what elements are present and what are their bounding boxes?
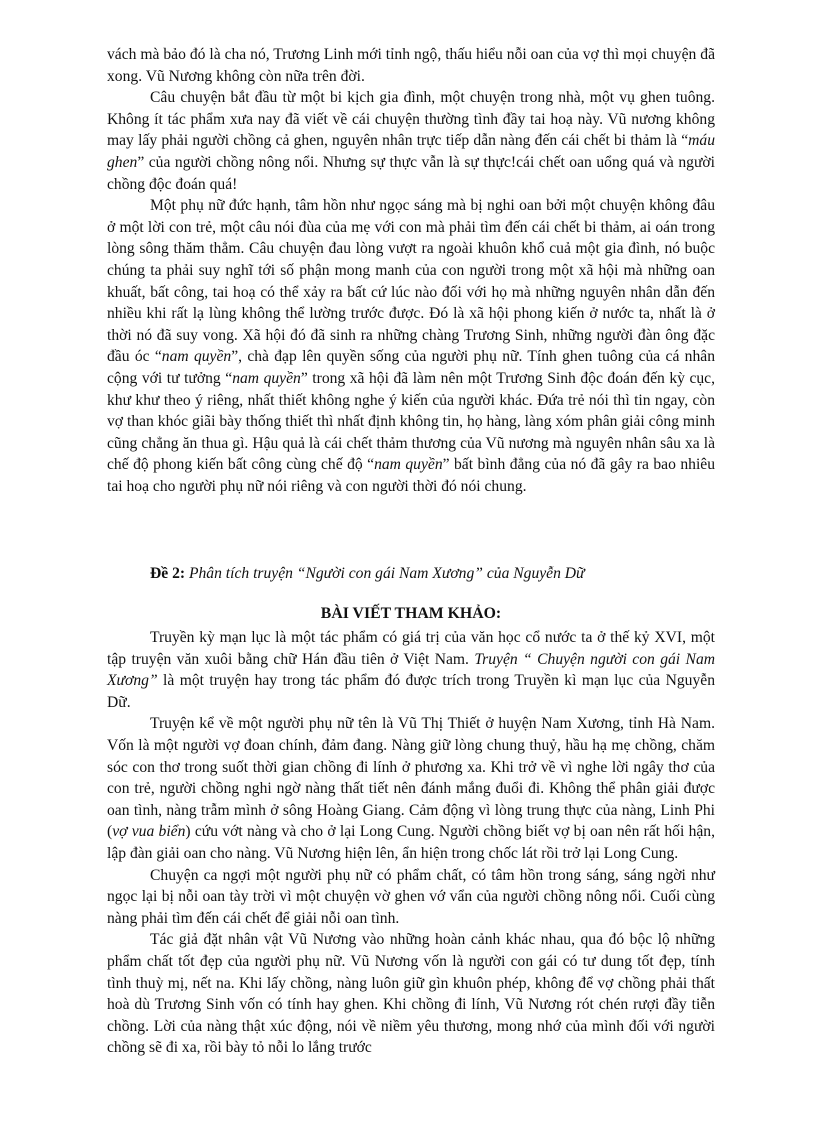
text-run: vách mà bảo đó là cha nó, Trương Linh mới tỉnh ngộ, thấu hiểu nỗi oan của vợ thì mọi chuyện đã xong. Vũ Nương không còn nữa trên đời. [107, 46, 715, 85]
text-run: Truyền kỳ mạn lục là một tác phẩm có giá trị của văn học cổ nước ta ở thế kỷ XVI, một tập truyện văn xuôi bằng chữ Hán đầu tiên ở Việt Nam. [107, 629, 715, 668]
italic-text: nam quyền [232, 369, 301, 387]
text-run: ” bất bình đẳng của nó đã gây ra bao nhiêu tai hoạ cho người phụ nữ nói riêng và con người thời đó nói chung. [107, 456, 715, 495]
section-heading [150, 563, 710, 584]
italic-text: Truyện “ Chuyện người con gái Nam Xương” [107, 650, 716, 690]
paragraph [107, 44, 715, 87]
text-run: Câu chuyện bắt đầu từ một bi kịch gia đình, một chuyện trong nhà, một vụ ghen tuông. Không ít tác phẩm xưa nay đã viết về cái chuyện thường tình đầy tai hoạ này. Vũ nương không may lấy phải người chồng cả ghen, nguyên nhân trực tiếp dẫn nàng đến cái chết bi thảm là “ [107, 89, 715, 150]
text-run: ” trong xã hội đã làm nên một Trương Sinh độc đoán đến kỳ cục, khư khư theo ý riêng, nhất thiết không nghe ý kiến của người khác. Đứa trẻ nói thì tin ngay, còn vợ than khóc giãi bày thống thiết thì nhất định không tin, họ hàng, làng xóm phân giải công minh cũng chẳng ăn thua gì. Hậu quả là cái chết thảm thương của Vũ nương mà nguyên nhân sâu xa là chế độ phong kiến bất công cùng chế độ “ [107, 369, 715, 474]
paragraph [107, 929, 715, 1059]
italic-text: nam quyền [374, 456, 443, 474]
essay-part-2 [107, 627, 715, 1059]
exercise-title: Phân tích truyện “Người con gái Nam Xương” của Nguyễn Dữ [185, 565, 585, 582]
text-run: Chuyện ca ngợi một người phụ nữ có phẩm chất, có tâm hồn trong sáng, sáng ngời như ngọc lại bị nỗi oan tày trời vì một chuyện vờ ghen vớ vẩn của người chồng nông nổi. Cuối cùng nàng phải tìm đến cái chết để giải nỗi oan tình. [107, 866, 715, 927]
paragraph [107, 713, 715, 864]
exercise-number: Đề 2: [150, 565, 186, 582]
text-run: ) cứu vớt nàng và cho ở lại Long Cung. Người chồng biết vợ bị oan nên rất hối hận, lập đàn giải oan cho nàng. Vũ Nương hiện lên, ẩn hiện trong chốc lát rồi trở lại Long Cung. [107, 823, 715, 862]
text-run: Truyện kể về một người phụ nữ tên là Vũ Thị Thiết ở huyện Nam Xương, tỉnh Hà Nam. Vốn là một người vợ đoan chính, đảm đang. Nàng giữ lòng chung thuỷ, hầu hạ mẹ chồng, chăm sóc con thơ trong suốt thời gian chồng đi lính ở phương xa. Khi trở về vì nghe lời ngây thơ của con trẻ, người chồng nghi ngờ nàng thất tiết nên đánh mắng đuổi đi. Không thể phân giải được oan tình, nàng trẫm mình ở sông Hoàng Giang. Cảm động vì lòng trung thực của nàng, Linh Phi ( [107, 715, 715, 841]
paragraph [107, 865, 715, 930]
reference-heading: BÀI VIẾT THAM KHẢO: [320, 605, 502, 622]
paragraph [107, 195, 715, 497]
essay-part-1 [107, 44, 715, 497]
text-run: là một truyện hay trong tác phẩm đó được trích trong Truyền kì mạn lục của Nguyễn Dữ. [107, 672, 715, 711]
italic-text: nam quyền [161, 348, 232, 366]
paragraph [107, 627, 715, 713]
text-run: ” của người chồng nông nổi. Nhưng sự thực vẫn là sự thực!cái chết oan uổng quá và người chồng độc đoán quá! [107, 153, 715, 193]
italic-text: máu ghen [107, 132, 715, 171]
italic-text: vợ vua biển [112, 823, 186, 841]
paragraph [107, 87, 715, 195]
text-run: Tác giả đặt nhân vật Vũ Nương vào những hoàn cảnh khác nhau, qua đó bộc lộ những phẩm chất tốt đẹp của người phụ nữ. Vũ Nương vốn là người con gái có tư dung tốt đẹp, tính tình thuỳ mị, nết na. Khi lấy chồng, nàng luôn giữ gìn khuôn phép, không để vợ chồng phải thất hoà dù Trương Sinh vốn có tính hay ghen. Khi chồng đi lính, Vũ Nương rót chén rượi đầy tiễn chồng. Lời của nàng thật xúc động, nói về niềm yêu thương, mong nhớ của mình đối với người chồng sẽ đi xa, rồi bày tỏ nỗi lo lắng trước [107, 931, 715, 1057]
text-run: ”, chà đạp lên quyền sống của người phụ nữ. Tính ghen tuông của cá nhân cộng với tư tưởng “ [107, 348, 715, 387]
text-run: Một phụ nữ đức hạnh, tâm hồn như ngọc sáng mà bị nghi oan bởi một chuyện không đâu ở một lời con trẻ, một câu nói đùa của mẹ với con mà phải tìm đến cái chết bi thảm, ai oán trong lòng sông thăm thẳm. Câu chuyện đau lòng vượt ra ngoài khuôn khổ cuả một gia đình, nó buộc chúng ta phải suy nghĩ tới số phận mong manh của con người trong một xã hội mà những oan khuất, bất công, tai hoạ có thể xảy ra bất cứ lúc nào đối với họ mà những nguyên nhân dẫn đến nhiều khi rất lạ lùng không thể lường trước được. Đó là xã hội phong kiến ở nước ta, nhất là ở thời nó đã suy vong. Xã hội đó đã sinh ra những chàng Trương Sinh, những người đàn ông đặc đầu óc “ [107, 197, 715, 366]
